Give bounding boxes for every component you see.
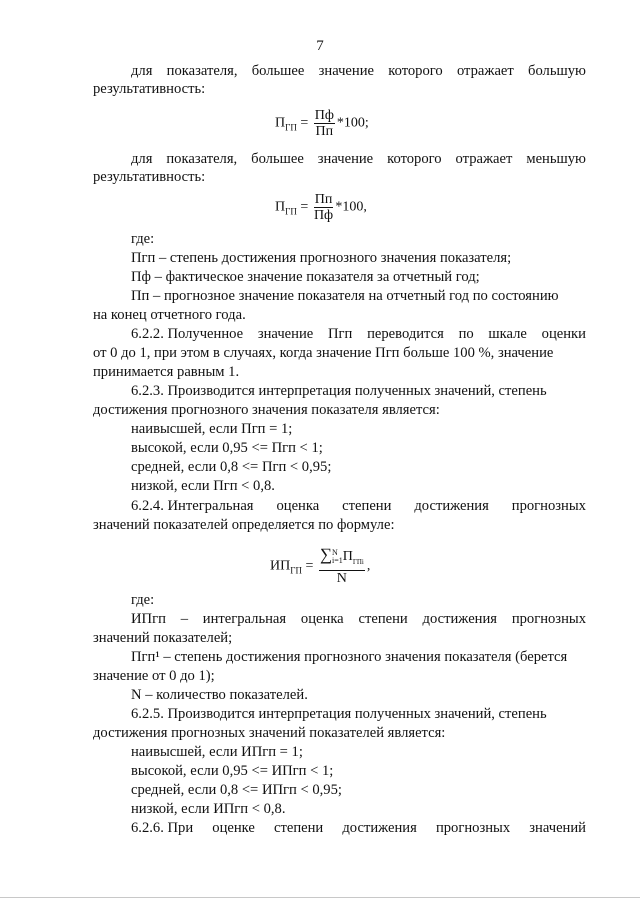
formula-2-denominator: Пф bbox=[313, 208, 334, 223]
formula-1-eq: = bbox=[300, 115, 309, 131]
text-line bbox=[131, 325, 586, 343]
formula-1-fraction bbox=[314, 108, 335, 139]
text-line bbox=[131, 497, 586, 515]
text-line: принимается равным 1. bbox=[93, 364, 240, 380]
formula-2-lhs-sub: ГП bbox=[285, 206, 297, 217]
text-line: N – количество показателей. bbox=[131, 687, 308, 703]
word: показателя, bbox=[166, 63, 238, 79]
text-line: значение от 0 до 1); bbox=[93, 668, 215, 684]
word: степени bbox=[358, 611, 408, 627]
sum-upper-limit: N bbox=[331, 547, 338, 557]
formula-1 bbox=[275, 108, 369, 139]
formula-2-fraction bbox=[314, 192, 334, 223]
word: – bbox=[180, 611, 188, 627]
text-line: средней, если 0,8 <= ИПгп < 0,95; bbox=[131, 782, 342, 798]
word: значение bbox=[317, 151, 374, 167]
text-line: где: bbox=[131, 231, 155, 247]
text-line: значений показателей определяется по формуле: bbox=[93, 517, 395, 533]
formula-1-lhs: П bbox=[275, 115, 286, 131]
text-line: Пп – прогнозное значение показателя на отчетный год по состоянию bbox=[131, 288, 559, 304]
word: большее bbox=[251, 63, 305, 79]
word: отражает bbox=[455, 151, 513, 167]
text-line: 6.2.5. Производится интерпретация полученных значений, степень bbox=[131, 706, 547, 722]
text-line: значений показателей; bbox=[93, 630, 233, 646]
text-line bbox=[131, 819, 586, 837]
sum-term: П bbox=[342, 549, 353, 564]
word: степени bbox=[342, 498, 392, 514]
word: оценке bbox=[212, 820, 255, 836]
scan-bottom-edge bbox=[0, 897, 640, 898]
text-line: Пф – фактическое значение показателя за отчетный год; bbox=[131, 269, 480, 285]
word: отражает bbox=[456, 63, 514, 79]
word: Пгп bbox=[328, 326, 353, 342]
formula-3-fraction bbox=[319, 547, 365, 586]
word: переводится bbox=[367, 326, 444, 342]
word: 6.2.6. При bbox=[131, 820, 194, 836]
word: значений bbox=[529, 820, 586, 836]
formula-3-numerator bbox=[319, 547, 365, 571]
word: для bbox=[131, 151, 153, 167]
word: ИПгп bbox=[131, 611, 166, 627]
text-line: от 0 до 1, при этом в случаях, когда значение Пгп больше 100 %, значение bbox=[93, 345, 554, 361]
text-line: наивысшей, если ИПгп = 1; bbox=[131, 744, 303, 760]
word: меньшую bbox=[526, 151, 586, 167]
text-line: Пгп – степень достижения прогнозного значения показателя; bbox=[131, 250, 512, 266]
text-line: средней, если 0,8 <= Пгп < 0,95; bbox=[131, 459, 332, 475]
word: оценка bbox=[276, 498, 320, 514]
sum-sign: ∑ bbox=[319, 545, 332, 564]
formula-2-eq: = bbox=[300, 199, 309, 215]
text-line bbox=[131, 150, 586, 168]
word: оценки bbox=[541, 326, 586, 342]
word: достижения bbox=[342, 820, 417, 836]
word: достижения bbox=[414, 498, 489, 514]
text-line: низкой, если Пгп < 0,8. bbox=[131, 478, 275, 494]
formula-3-denominator: N bbox=[336, 570, 347, 586]
text-line: 6.2.3. Производится интерпретация полученных значений, степень bbox=[131, 383, 547, 399]
word: интегральная bbox=[202, 611, 287, 627]
word: большее bbox=[251, 151, 304, 167]
text-line bbox=[131, 610, 586, 628]
page-number: 7 bbox=[316, 38, 324, 54]
word: прогнозных bbox=[511, 498, 586, 514]
formula-3-tail: , bbox=[366, 558, 371, 574]
word: прогнозных bbox=[435, 820, 511, 836]
formula-1-numerator: Пф bbox=[314, 108, 334, 123]
word: 6.2.2. Полученное bbox=[131, 326, 244, 342]
word: оценка bbox=[300, 611, 344, 627]
formula-1-tail: *100; bbox=[336, 115, 369, 131]
word: показателя, bbox=[166, 151, 238, 167]
word: степени bbox=[274, 820, 324, 836]
word: прогнозных bbox=[511, 611, 586, 627]
word: шкале bbox=[488, 326, 527, 342]
text-line: результативность: bbox=[93, 81, 206, 97]
word: 6.2.4. Интегральная bbox=[131, 498, 254, 514]
text-line: где: bbox=[131, 592, 155, 608]
sum-term-sub: ГПi bbox=[352, 557, 364, 566]
formula-2-numerator: Пп bbox=[314, 192, 333, 207]
text-line: на конец отчетного года. bbox=[93, 307, 246, 323]
text-line: наивысшей, если Пгп = 1; bbox=[131, 421, 293, 437]
text-line: Пгп¹ – степень достижения прогнозного значения показателя (берется bbox=[131, 649, 568, 665]
formula-1-denominator: Пп bbox=[315, 124, 334, 139]
sum-lower-limit: i=1 bbox=[331, 555, 343, 565]
text-line: достижения прогнозных значений показателей является: bbox=[93, 725, 446, 741]
formula-2 bbox=[275, 192, 367, 223]
word: значение bbox=[257, 326, 314, 342]
formula-1-lhs-sub: ГП bbox=[285, 122, 297, 133]
text-line: достижения прогнозного значения показателя является: bbox=[93, 402, 440, 418]
word: которого bbox=[387, 151, 442, 167]
formula-2-tail: *100, bbox=[335, 199, 367, 215]
word: достижения bbox=[422, 611, 497, 627]
text-line: высокой, если 0,95 <= ИПгп < 1; bbox=[131, 763, 334, 779]
word: по bbox=[458, 326, 474, 342]
formula-3-eq: = bbox=[305, 558, 314, 574]
text-line: низкой, если ИПгп < 0,8. bbox=[131, 801, 286, 817]
formula-3 bbox=[270, 547, 370, 586]
text-line: результативность: bbox=[93, 169, 206, 185]
text-line: высокой, если 0,95 <= Пгп < 1; bbox=[131, 440, 323, 456]
word: которого bbox=[388, 63, 443, 79]
formula-2-lhs: П bbox=[275, 199, 286, 215]
word: для bbox=[131, 63, 153, 79]
formula-3-lhs: ИП bbox=[270, 558, 291, 574]
formula-3-lhs-sub: ГП bbox=[290, 565, 302, 576]
text-line bbox=[131, 62, 586, 80]
word: большую bbox=[528, 63, 586, 79]
word: значение bbox=[318, 63, 375, 79]
